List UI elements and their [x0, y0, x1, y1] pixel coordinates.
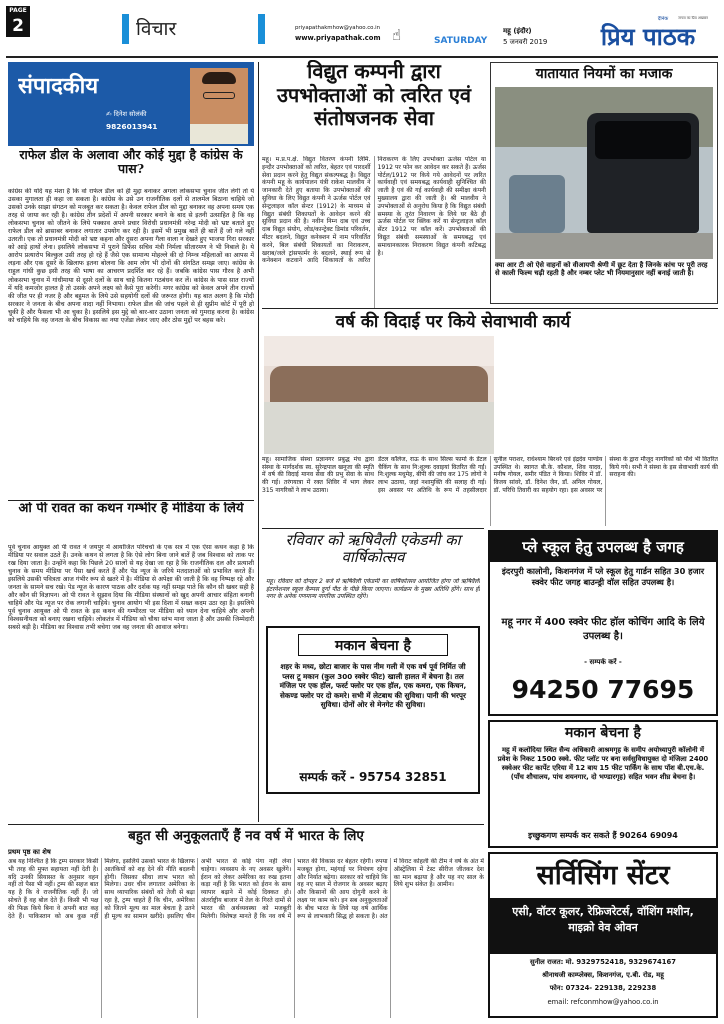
photo-people-back [270, 366, 488, 406]
right-bracket [258, 14, 265, 44]
section-label: विचार [136, 18, 177, 40]
editorial-headline: राफेल डील के अलावा और कोई मुद्दा है कांग्रेस के पास? [19, 148, 243, 177]
traffic-box [490, 62, 718, 304]
economy-top-rule [8, 824, 484, 825]
ad4-phone: फोन: 07324- 229138, 229238 [549, 984, 657, 992]
pointer-hand-icon: ☝ [392, 26, 402, 44]
photo-scooter [509, 175, 565, 233]
traffic-photo [495, 87, 713, 259]
ad2-phone: 94250 77695 [511, 675, 695, 704]
rishi-headline: रविवार को ऋषिवैली एकेडमी का वार्षिकोत्सव [285, 532, 461, 567]
ad4-contact-line: सुनील राजत: मो. 9329752418, 9329674167 [530, 958, 676, 966]
day-label: SATURDAY [434, 36, 488, 46]
ad3-body: महू में कलोदिया स्थित सैन्य अधिकारी आश्रमगृह के समीप अयोध्यापुरी कॉलोनी में प्रवेश के निकट 1500 स्क्वे. फीट प्लॉट पर बना सर्वसुविधायुक्त दो मंजिला 2400 स्क्वेअर फीट कार्पेट एरिया में 12 बाय 15 फीट पार्किंग के साथ पॉश बी.एच.के. (पॉंच शौचालय, पांच शयनगार, दो भण्डारगृह) सहित भवन शीघ्र बेचना है। [497, 746, 709, 781]
photo-people-front [264, 402, 494, 454]
photo-shirt [190, 124, 248, 144]
op-body: पूर्व चुनाव आयुक्त ओ पी रावत ने जयपुर में आयोजित परिचर्चा के एक सत्र में एक ऐसा कथन कहा है कि मीडिया पर सवाल उठते हैं। उनके कथन से लगता है कि ऐसे लोग बिना जाने बातें हैं जब विश्वास को ताक पर रख दिया जाता है। उन्होंने कहा कि पिछले 20 सालों से यह देखा जा रहा है कि राजनीतिक दल और प्रत्याशी चुनाव के समय मीडिया पर पैसा खर्च करते हैं और पेड न्यूज के जरिये मतदाताओं को प्रभावित करते हैं। इसलिये उसकी पवित्रता आज गंभीर रूप से खतरे में है। मीडिया से अपेक्षा की जाती है कि वह निष्पक्ष रहे और जनता के सामने सच रखे। पेड न्यूज के कारण पाठक और दर्शक यह नहीं समझ पाते कि कौन सी खबर सही है और कौन सी विज्ञापन। ओ पी रावत ने सुझाव दिया कि मीडिया संस्थानों को खुद अपनी आचार संहिता बनानी चाहिये और पेड न्यूज पर रोक लगानी चाहिये। चुनाव आयोग भी इस दिशा में सख्त कदम उठा रहा है। इसलिये पूर्व चुनाव आयुक्त ओ पी रावत के इस कथन की गम्भीरता पर मीडिया को ध्यान देना चाहिये और अपनी विश्वसनीयता को बनाए रखना चाहिये। लोकतंत्र में मीडिया को चौथा स्तंभ माना जाता है और उसकी जिम्मेदारी सबसे बड़ी है। मीडिया का विश्वास तभी बचेगा जब वह जनता की आवाज बनेगा। [8, 544, 254, 632]
farewell-headline: वर्ष की विदाई पर किये सेवाभावी कार्य [335, 312, 571, 332]
left-column-divider [258, 62, 259, 822]
photo-hair [202, 72, 236, 84]
date-label: 5 जनवरी 2019 [503, 38, 548, 46]
ad-servicing-center [488, 852, 718, 1018]
photo-road [495, 233, 713, 259]
ad-house-sale-1 [266, 626, 480, 794]
farewell-photo [264, 336, 494, 454]
farewell-body: डेंटल कॉलेज, राऊ के साथ सिल्स फार्मा के डेंटल चैकिंग के साथ नि:शुल्क दवाइयां वितरित की गईं। नि:शुल्क मधुमेह, बीपी की जांच कर 175 लोगों ने लाभ उठाया, जहां नशामुक्ति की सलाह दी गई। इस अवसर पर अतिथि के रूप में तहसीलदार सुनील पराशर, राधेश्याम बिरथरे एवं इंद्रदेव पाण्डेय उपस्थित थे। स्वागत बी.के. कौशल, शिव यादव, मनीष गोयल, समीर पंडित ने किया। शिविर में डॉ. विजय सांवरे, डॉ. दिनेश जैन, डॉ. अनिल गोयल, डॉ. परिधि तिवारी का सहयोग रहा। इस अवसर पर संस्था के द्वारा मौजूद नागरिकों को पौधे भी वितरित किये गये। सभी ने संस्था के इस सेवाभावी कार्य की सराहना की। [378, 456, 718, 494]
ad4-address: श्रीनाथजी काम्प्लेक्स, किशनगंज, ए.बी. रोड, महू [542, 971, 664, 979]
rishi-body: महू। रविवार को दोपहर 2 बजे से ऋषिवैली एकेडमी का वार्षिकोत्सव आयोजित होगा जो ऋषिवैली इंटरनेशनल स्कूल कैम्पस दुर्गा पीठ के पीछे किया जाएगा। कार्यक्रम के मुख्य अतिथि होंगे। साथ ही नगर के अनेक गणमान्य नागरिक उपस्थित रहेंगे। [266, 578, 480, 601]
photo-glasses [203, 92, 235, 99]
economy-headline: बहुत सी अनुकूलताएँ हैं नव वर्ष में भारत के लिए [128, 828, 364, 844]
ad2-line1: इंदरपुरी कालोनी, किशनगंज में प्ले स्कूल हेतु गार्डन सहित 30 हजार स्क्वेर फीट जगह बाउन्ड्री वॉल सहित उपलब्ध है। [501, 566, 705, 587]
editorial-banner [8, 62, 254, 146]
ad2-line2: महू नगर में 400 स्क्वेर फीट हॉल कोचिंग आदि के लिये उपलब्ध है। [501, 617, 705, 642]
city-label: महू (इंदौर) [503, 27, 532, 35]
ad2-contact-label: - सम्पर्क करें - [584, 658, 622, 666]
electricity-body: महू। म.प्र.प.क्षे. विद्युत वितरण कंपनी लिमि. इन्दौर उपभोक्ताओं को त्वरित, बेहतर एवं पारदर्शी सेवा प्रदान करने हेतु विद्युत संकल्पबद्ध है। विद्युत कंपनी महू के कार्यपालन यंत्री राकेश मालवीय ने जानकारी देते हुए बताया कि उपभोक्ताओं की सुविधा के लिए विद्युत कंपनी ने ऊर्जस पोर्टल एवं सेन्ट्रलाइज कॉल सेन्टर (1912) के माध्यम से विद्युत संबंधी शिकायतों के आवेदन करने की सुविधा प्रदान की है। नवीन निम्न दाब एवं उच्च दाब विद्युत संयोग, लोड/कान्ट्रेक्ट डिमांड परिवर्तन, मीटर बदलने, विद्युत कनेक्शन में नाम परिवर्तित करने, बिल संबंधी शिकायतों का निराकरण, खराब/जले ट्रांसफार्मर के बदलने, स्थाई रूप से कनेक्शन कटवाने आदि शिकायतों के त्वरित निराकरण के लिए उपभोक्ता ऊर्जस पोर्टल या 1912 पर फोन कर आवेदन कर सकते हैं। ऊर्जस पोर्टल/1912 पर किये गये आवेदनों पर त्वरित कार्यवाही एवं समयबद्ध कार्यवाही सुनिश्चित की जाती है एवं की गई कार्यवाही की समीक्षा कंपनी मुख्यालय द्वारा की जाती है। श्री मालवीय ने उपभोक्ताओं से अनुरोध किया है कि विद्युत संबंधी समस्या के तुरंत निवारण के लिये घर बैठे ही ऊर्जस पोर्टल पर क्लिक करें या सेन्ट्रलाइज कॉल सेंटर 1912 पर कॉल करें। उपभोक्ताओं की विद्युत संबंधी समस्याओं के समयबद्ध एवं समाधानकारक निराकरण विद्युत कंपनी कटिबद्ध है। [262, 156, 486, 265]
editorial-title: संपादकीय [18, 74, 99, 99]
ad4-services: एसी, वॉटर कूलर, रेफ्रिजरेटर्स, वॉशिंग मशीन, माइक्रो वेव ओवन [490, 898, 716, 954]
ad-play-school [488, 530, 718, 716]
brand-name: प्रिय पाठक [600, 23, 696, 51]
brand-tag: जनता का प्रिय अखबार [678, 16, 708, 20]
ad1-contact: सम्पर्क करें - 95754 32851 [299, 770, 447, 784]
section-label-box [122, 14, 267, 44]
ad2-title: प्ले स्कूल हेतु उपलब्ध है जगह [490, 532, 716, 562]
economy-subhead: प्रथम पृष्ठ का शेष [8, 848, 51, 856]
farewell-caption: महू। सामाजिक संस्था प्रज्ञानगर प्रबुद्ध मंच द्वारा संस्था के मार्गदर्शक स्व. सुरेन्द्रपाल खनूजा की स्मृति में वर्ष की विदाई मानव सेवा की प्रभु सेवा के साथ की गई। तरंगयात्रा में रक्त शिविर में भाग लेकर 315 नागरिकों ने लाभ उठाया। [262, 456, 374, 494]
brand-small: दैनिक [657, 16, 669, 22]
ad-house-sale-2 [488, 720, 718, 848]
email[interactable]: priyapathakmhow@yahoo.co.in [295, 25, 380, 31]
editorial-body: कांग्रेस की यदि यह मंशा है कि वो राफेल डील को ही मुद्दा बनाकर अगला लोकसभा चुनाव जीत लेगी तो ये उसका मुगालता ही कहा जा सकता है। कांग्रेस के उसे उन राजनीतिक दलों से तालमेल बिठाना चाहिये जो उसको उनके साझा संगठन को मजबूत कर सकता है। केवल राफेल डील को मुद्दा बनाकर वह अपना समय एक तरह से जाया कर रही है। कांग्रेस तीन प्रदेशों में अपनी सरकार बनाने के बाद से इतनी उत्साहित है कि वह लोकसभा चुनाव को जीतने के लिये पक्काव अपने प्रचार विरोधी प्रधानमंत्री नरेन्द्र मोदी को भ्रष्ट बताते हुए राफेल डील को ब्रासाबर बनाकर लगातार उपयोग कर रही है। इसमें भी प्रमुख बातें ही बातें हैं जो गले नहीं उतरती। एक तो प्रधानमंत्री मोदी को भ्रष्ट कहना और दूसरा अपना गैला वाला न देखते हुए भाजपा गिरा सरकार को आड़े हाथों लेना। इसलिये लोकसभा में पुराने डिफेंस सचिव मंत्री निर्मला सीतारमण ने भी निबाले है। ये आरोप प्रत्यारोप बिल्कुल उसी तरह हो रहे हैं जैसे एक सामान्य मोहल्ले की दो निम्न्त्र महिलाओं का आपस में लड़ना और एक दूसरे के खिलाफ इतना बोलना कि आम लोग भी दोनों की संगठित समझ जाए। कांग्रेस के राहुल गांधी कुछ इसी तरह की भाषा का आचरण प्रदर्शित कर रहे हैं। जबकि कांग्रेस पास गौरव है अभी लोकसभा चुनाव में गांधीमाया से दूसरे दलों के साथ चाहे कितना गठबंधन कर लें। कांग्रेस के पास सात राज्यों में यदि कमजोर हालत है तो उसके अपने लक्ष्य को कैसे पूरा करेगी। मगर कांग्रेस को केवल अपने तीन राज्यों की जीत पर ही नजर है और बहुमत के लिये उसे सहयोगी दलों की जरूरत होगी। यह बात अलग है कि मोदी सरकार ने जनता के बीच अपना वादा नहीं निभाया। राफेल डील की जांच पहले से ही सुप्रीम कोर्ट में पूरी हो चुकी है और फैसला भी आ चुका है। इसलिये इस मुद्दे को बार-बार उठाना जनता को गुमराह करना है। कांग्रेस को चाहिये कि वह जनता के बीच विकास का नया एजेंडा लेकर जाए और ठोस मुद्दों पर बहस करे। [8, 188, 254, 324]
author-phone: 9826013941 [106, 122, 158, 131]
ad1-body: शहर के मध्य, छोटा बाजार के पास नीम गली में एक वर्ष पूर्व निर्मित जी प्लस टू मकान (कुल 300 स्क्वेर फीट) खाली हालत में बेचना है। तल मंजिल पर एक हॉल, फर्स्ट फ्लोर पर एक हॉल, एक कमरा, एक किचन, सेकण्ड फ्लोर पर दो कमरे। सभी में लेटबाथ की सुविधा। पानी की भरपूर सुविधा। दोनों ओर से मेनगेट की सुविधा। [279, 662, 467, 709]
photo-car-window [595, 121, 691, 159]
economy-body: अब यह निश्चित है कि ट्रम्प सरकार किसी भी तरह की मुफ्त सहायता नहीं देती है। यदि उनकी सियासत के अनुसार वहन नहीं तो पैसा भी नहीं। ट्रम्प की सहज बात यह है कि वे राजनीतिक नहीं हैं। जो सोचते हैं वह बोल देते हैं। किसी भी पक्ष की फिक्र किये बिना वे अपनी बात कह देते हैं। पाकिस्तान को अब कुछ नहीं मिलेगा, इसलिये उसको भारत के खिलाफ आतंकियों को शह देने की नीति बदलनी होगी। जिसका सीधा लाभ भारत को मिलेगा। उधर चीन लगातार अमेरिका के साथ व्यापारिक संबंधों को तेजी से बढ़ा रहा है, ट्रम्प चाहते हैं कि चीन, अमेरिका को जितने मूल्य का माल बेचता है उतने ही मूल्य का सामान खरीदे। इसलिए चीन अभी भारत से कोई पंगा नहीं लेना चाहेगा। व्यवसाय के नए अवसर खुलेंगे। ईरान को लेकर अमेरिका का रुख इतना कड़ा नहीं है कि भारत को ईरान के साथ व्यापार बढ़ाने में कोई दिक्कत हो। अंतर्राष्ट्रीय बाजार में तेल के गिरते दामों से भारत की अर्थव्यवस्था को मजबूती मिलेगी। विशेषज्ञ मानते हैं कि नव वर्ष में भारत की विकास दर बेहतर रहेगी। रुपया मजबूत होगा, महंगाई पर नियंत्रण रहेगा और निर्यात बढ़ेगा। सरकार को चाहिये कि वह नए साल में रोजगार के अवसर बढ़ाए और किसानों की आय दोगुनी करने के लक्ष्य पर काम करे। इन सब अनुकूलताओं के बीच भारत के लिये यह वर्ष आर्थिक रूप से लाभकारी सिद्ध हो सकता है। अंत में विराट कोहली की टीम ने वर्ष के अंत में ऑस्ट्रेलिया में टेस्ट सीरीज जीतकर देश का मान बढ़ाया है और यह नए साल के लिये शुभ संकेत है। आमीन। [8, 858, 484, 920]
photo-banner [264, 336, 494, 366]
op-headline: ओ पी रावत का कथन गम्भीर है मीडिया के लिये [18, 502, 244, 516]
page-label: PAGE [6, 6, 30, 15]
ad3-title: मकान बेचना है [565, 725, 641, 741]
page-number: 2 [6, 15, 30, 37]
farewell-top-rule [262, 308, 718, 309]
left-bracket [122, 14, 129, 44]
brand-logo [578, 16, 718, 54]
author-name: ✍ दिनेश सोलंकी [106, 110, 147, 118]
ad4-title: सर्विसिंग सेंटर [536, 860, 670, 891]
rishi-top-rule [262, 528, 484, 529]
masthead-rule [6, 56, 718, 58]
ad4-email[interactable]: email: refconmhow@yahoo.co.in [547, 998, 659, 1006]
author-photo [190, 68, 248, 144]
ad1-title: मकान बेचना है [298, 634, 448, 656]
traffic-title: यातायात नियमों का मजाक [535, 66, 673, 82]
electricity-headline: विद्युत कम्पनी द्वारा उपभोक्ताओं को त्वरित एवं संतोषजनक सेवा [276, 60, 472, 131]
op-top-rule [8, 500, 254, 501]
ad3-contact: इच्छुकगण सम्पर्क कर सकते हैं 90264 69094 [528, 831, 678, 840]
website[interactable]: www.priyapathak.com [295, 34, 381, 42]
traffic-caption: क्या आर टी ओ ऐसे वाहनों को वीआयपी श्रेणी में छूट देता है जिनके कांच पर पूरी तरह से काली फिल्म चढ़ी रहती है और नम्बर प्लेट भी नियमानुसार नहीं बनाई जाती है। [495, 261, 708, 278]
